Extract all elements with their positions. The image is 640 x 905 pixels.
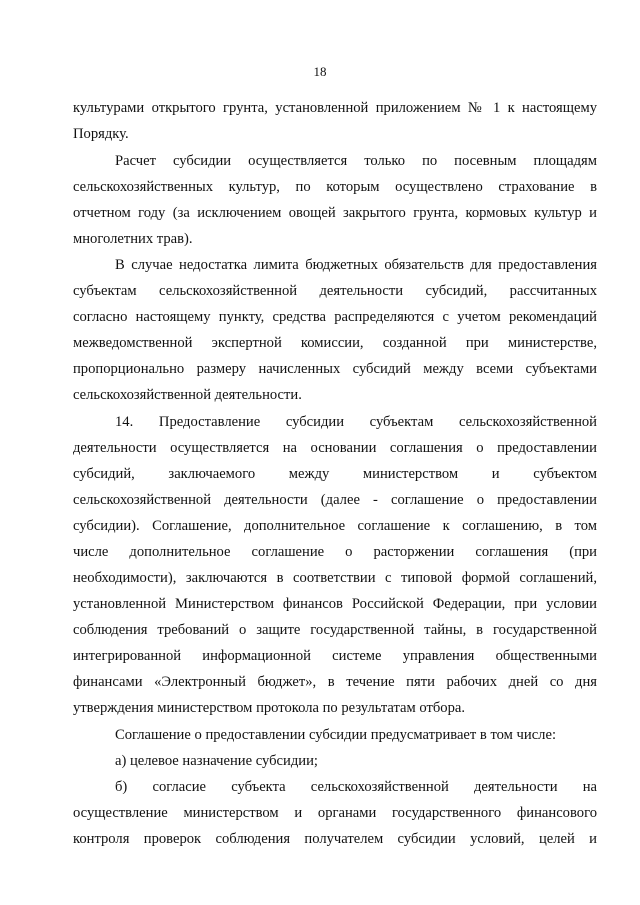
text-line: В случае недостатка лимита бюджетных обязательств для предоставления	[115, 257, 597, 273]
text-line: а) целевое назначение субсидии;	[115, 753, 318, 769]
text-line: субсидий, заключаемого между министерством и субъектом	[73, 466, 597, 482]
text-line: отчетном году (за исключением овощей закрытого грунта, кормовых культур и	[73, 205, 597, 221]
text-line: пропорционально размеру начисленных субсидий между всеми субъектами	[73, 361, 597, 377]
text-line: Порядку.	[73, 126, 129, 142]
text-line: б) согласие субъекта сельскохозяйственной деятельности на	[115, 779, 597, 795]
text-line: сельскохозяйственных культур, по которым осуществлено страхование в	[73, 179, 597, 195]
text-line: соблюдения требований о защите государственной тайны, в государственной	[73, 622, 597, 638]
text-line: 14. Предоставление субсидии субъектам сельскохозяйственной	[115, 414, 597, 430]
text-line: культурами открытого грунта, установленной приложением № 1 к настоящему	[73, 100, 597, 116]
text-line: субъектам сельскохозяйственной деятельности субсидий, рассчитанных	[73, 283, 597, 299]
text-line: деятельности осуществляется на основании соглашения о предоставлении	[73, 440, 597, 456]
text-line: необходимости), заключаются в соответствии с типовой формой соглашений,	[73, 570, 597, 586]
text-line: сельскохозяйственной деятельности.	[73, 387, 302, 403]
text-line: осуществление министерством и органами государственного финансового	[73, 805, 597, 821]
text-line: субсидии). Соглашение, дополнительное соглашение к соглашению, в том	[73, 518, 597, 534]
page-number: 18	[313, 64, 327, 79]
text-line: утверждения министерством протокола по результатам отбора.	[73, 700, 466, 716]
text-line: многолетних трав).	[73, 231, 193, 247]
text-line: установленной Министерством финансов Российской Федерации, при условии	[73, 596, 597, 612]
text-line: финансами «Электронный бюджет», в течение пяти рабочих дней со дня	[73, 674, 597, 690]
text-line: числе дополнительное соглашение о расторжении соглашения (при	[73, 544, 597, 560]
text-line: межведомственной экспертной комиссии, созданной при министерстве,	[73, 335, 597, 351]
text-line: контроля проверок соблюдения получателем субсидии условий, целей и	[73, 831, 597, 847]
text-line: сельскохозяйственной деятельности (далее - соглашение о предоставлении	[73, 492, 597, 508]
text-line: интегрированной информационной системе управления общественными	[73, 648, 597, 664]
text-line: согласно настоящему пункту, средства распределяются с учетом рекомендаций	[73, 309, 597, 325]
text-line: Соглашение о предоставлении субсидии предусматривает в том числе:	[115, 727, 556, 743]
text-line: Расчет субсидии осуществляется только по посевным площадям	[115, 153, 597, 169]
